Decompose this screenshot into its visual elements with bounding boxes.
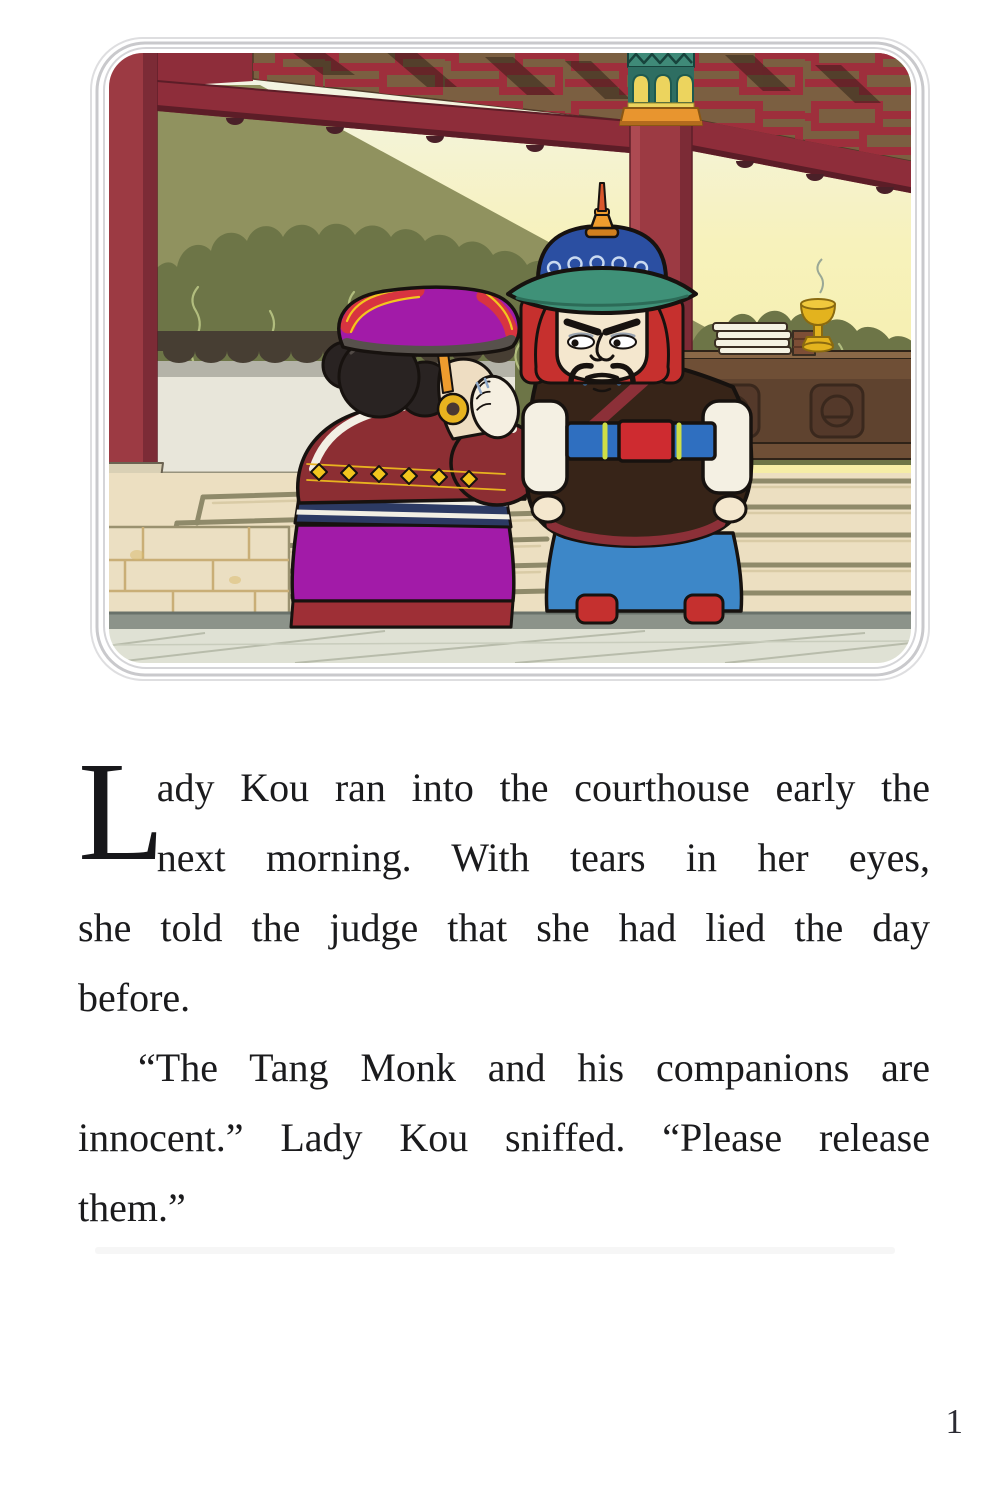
story-line: “The Tang Monk and his companions are: [138, 1045, 930, 1090]
story-illustration: [85, 35, 935, 690]
story-line: she told the judge that she had lied the day: [78, 905, 930, 950]
story-line: next morning. With tears in her eyes,: [156, 835, 930, 880]
story-line: ady Kou ran into the courthouse early the: [156, 765, 930, 810]
scan-artifact: [95, 1247, 895, 1254]
story-line: them.”: [78, 1185, 186, 1230]
story-line: innocent.” Lady Kou sniffed. “Please release: [78, 1115, 930, 1160]
story-line: before.: [78, 975, 191, 1020]
page-number: 1: [945, 1402, 963, 1441]
drop-cap: L: [78, 732, 165, 890]
story-text: [78, 732, 930, 1243]
